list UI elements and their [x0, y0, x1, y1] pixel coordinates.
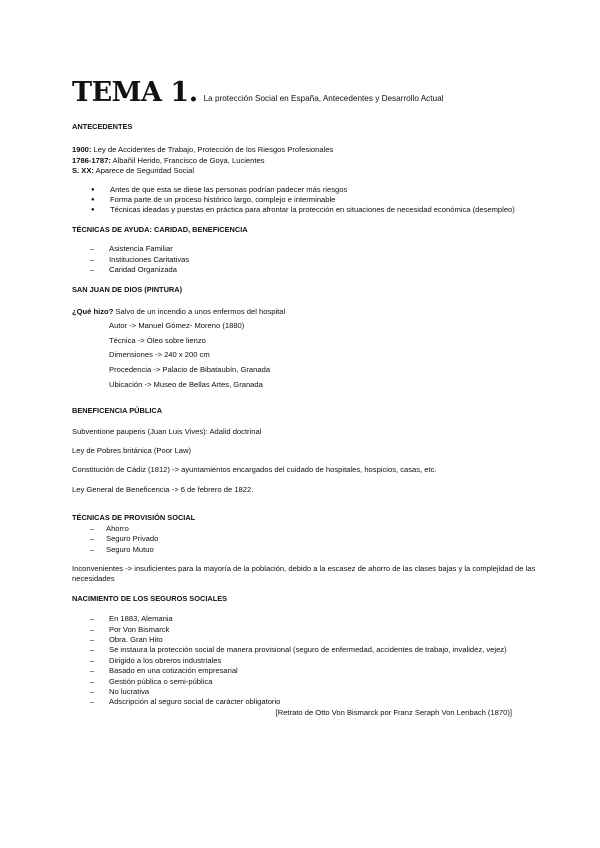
heading-beneficencia: BENEFICENCIA PÚBLICA	[72, 406, 163, 416]
list-item: – Adscripción al seguro social de carácter obligatorio	[72, 697, 542, 707]
title-main: TEMA 1.	[72, 77, 198, 108]
list-item: – Se instaura la protección social de manera provisional (seguro de enfermedad, accidentes de trabajo, invalidez, vejez)	[72, 645, 542, 655]
antecedentes-bullet-list	[72, 185, 542, 216]
antecedente-line: 1786-1787: Albañil Herido, Francisco de Goya, Lucientes	[72, 155, 265, 165]
painting-detail: Técnica -> Óleo sobre lienzo	[109, 335, 206, 345]
list-item: – Por Von Bismarck	[72, 625, 542, 635]
list-item: – Ahorro	[72, 524, 542, 534]
painting-detail: Ubicación -> Museo de Bellas Artes, Granada	[109, 379, 263, 389]
san-juan-question: ¿Qué hizo? Salvo de un incendio a unos enfermos del hospital	[72, 306, 286, 316]
prevision-note: Inconvenientes -> insuficientes para la mayoría de la población, debido a la escasez de ahorro de las clases bajas y la complejidad de las necesidades	[72, 563, 536, 584]
document-body	[72, 122, 542, 718]
heading-antecedentes: ANTECEDENTES	[72, 122, 133, 131]
antecedente-line: S. XX: Aparece de Seguridad Social	[72, 166, 195, 176]
list-item: – En 1883, Alemania	[72, 614, 542, 624]
document-title	[72, 78, 443, 108]
title-subtitle: La protección Social en España, Antecedentes y Desarrollo Actual	[203, 94, 444, 103]
heading-nacimiento: NACIMIENTO DE LOS SEGUROS SOCIALES	[72, 593, 228, 603]
heading-tecnicas-prevision: TÉCNICAS DE PROVISIÓN SOCIAL	[72, 513, 196, 523]
beneficencia-paragraph: Ley de Pobres británica (Poor Law)	[72, 446, 192, 456]
list-item: – Seguro Mutuo	[72, 545, 542, 555]
list-item: – Asistencia Familiar	[72, 244, 542, 254]
painting-detail: Autor -> Manuel Gómez- Moreno (1880)	[109, 321, 245, 331]
list-item: – Seguro Privado	[72, 534, 542, 544]
beneficencia-paragraph: Subventione pauperis (Juan Luis Vives): Adalid doctrinal	[72, 426, 262, 436]
tecnicas-ayuda-list	[72, 244, 542, 275]
list-item: – Obra. Gran Hito	[72, 635, 542, 645]
list-item: – Gestión pública o semi-pública	[72, 677, 542, 687]
painting-detail: Procedencia -> Palacio de Bibataubín, Granada	[109, 365, 271, 375]
tecnicas-prevision-list	[72, 524, 542, 555]
list-item: ● Técnicas ideadas y puestas en práctica para afrontar la protección en situaciones de necesidad económica (desempleo)	[72, 205, 542, 215]
bismarck-caption: [Retrato de Otto Von Bismarck por Franz Seraph Von Lenbach (1870)]	[275, 707, 512, 717]
list-item: ● Antes de que esta se diese las personas podrían padecer más riesgos	[72, 185, 542, 195]
painting-detail: Dimensiones -> 240 x 200 cm	[109, 350, 210, 360]
list-item: – Basado en una cotización empresarial	[72, 666, 542, 676]
beneficencia-paragraph: Constitución de Cádiz (1812) -> ayuntamientos encargados del cuidado de hospitales, hospicios, casas, etc.	[72, 465, 437, 475]
nacimiento-list	[72, 614, 542, 708]
antecedente-line: 1900: Ley de Accidentes de Trabajo, Protección de los Riesgos Profesionales	[72, 145, 334, 155]
list-item: – Caridad Organizada	[72, 265, 542, 275]
list-item: – No lucrativa	[72, 687, 542, 697]
heading-san-juan: SAN JUAN DE DIOS (PINTURA)	[72, 285, 183, 295]
beneficencia-paragraph: Ley General de Beneficencia -> 6 de febrero de 1822.	[72, 484, 254, 494]
list-item: – Instituciones Caritativas	[72, 255, 542, 265]
painting-details	[72, 319, 542, 392]
list-item: – Dirigido a los obreros industriales	[72, 656, 542, 666]
heading-tecnicas-ayuda: TÉCNICAS DE AYUDA: CARIDAD, BENEFICENCIA	[72, 224, 248, 234]
list-item: ● Forma parte de un proceso histórico largo, complejo e interminable	[72, 195, 542, 205]
